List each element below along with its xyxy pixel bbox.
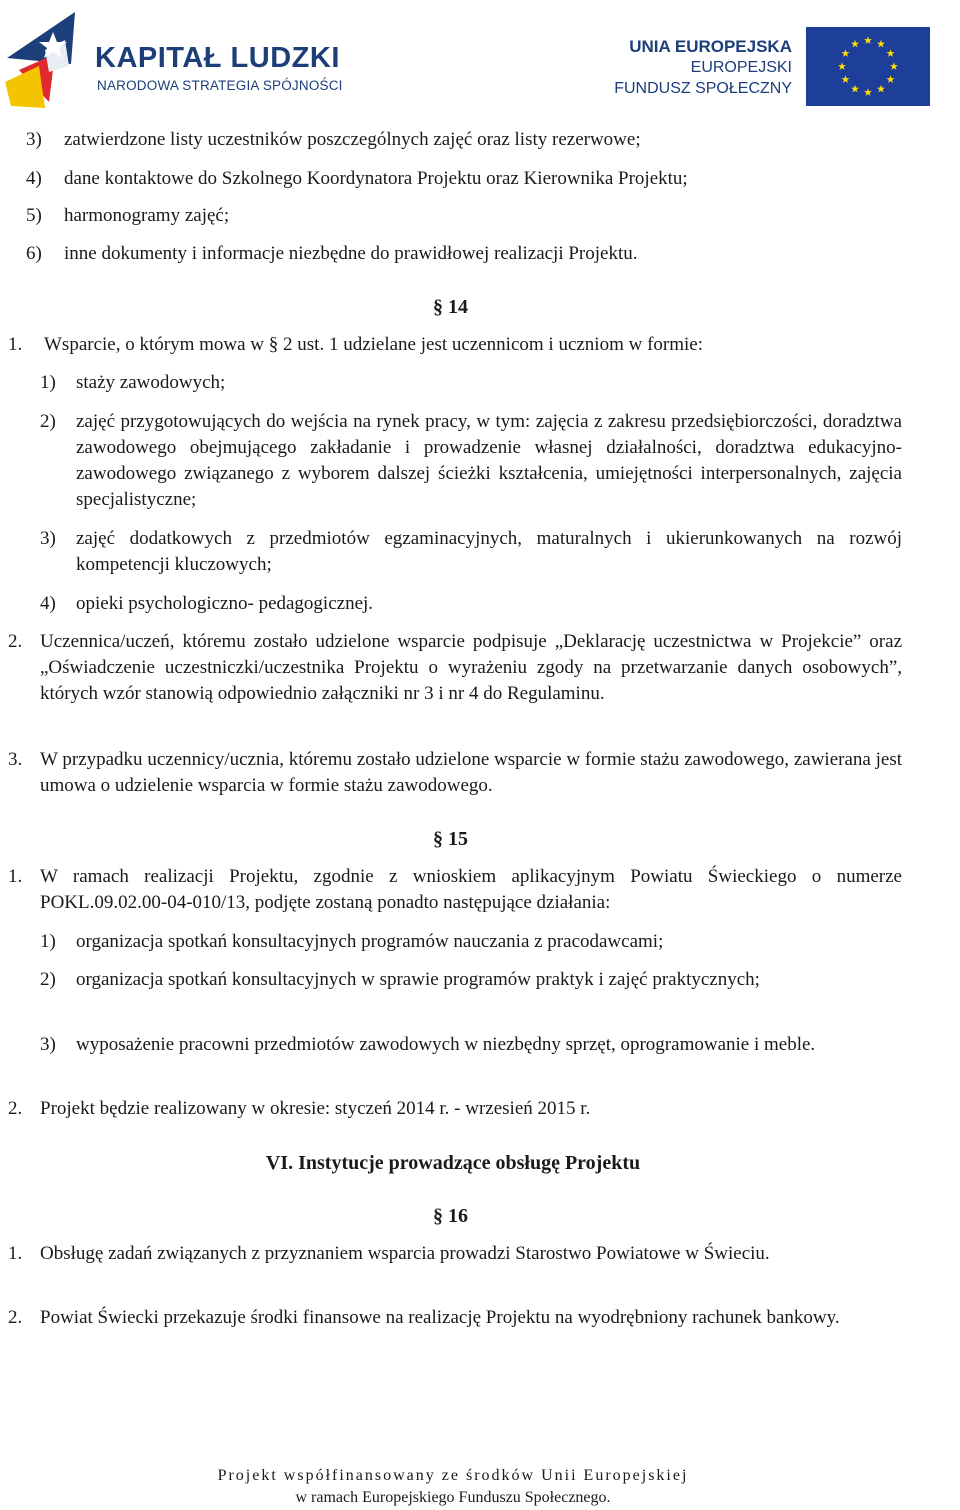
list-item-text: opieki psychologiczno- pedagogicznej. [76,593,374,614]
paragraph-text: W przypadku uczennicy/ucznia, któremu zostało udzielone wsparcie w formie stażu zawodowego, zawierana jest umowa o udzielenie wsparcia w formie stażu zawodowego. [40,749,902,796]
chapter-heading: VI. Instytucje prowadzące obsługę Projektu [265,1152,641,1174]
footer-line-2: w ramach Europejskiego Funduszu Społecznego. [295,1489,611,1506]
paragraph-text: Uczennica/uczeń, któremu zostało udzielone wsparcie podpisuje „Deklarację uczestnictwa w Projekcie” oraz „Oświadczenie uczestniczki/uczestnika Projektu o wyrażeniu zgody na przetwarzanie danych osobowych”, których wzór stanowią odpowiednio załączniki nr 3 i nr 4 do Regulaminu. [40,631,902,704]
list-item-text: zatwierdzone listy uczestników poszczególnych zajęć oraz listy rezerwowe; [64,129,641,150]
paragraph-text: Obsługę zadań związanych z przyznaniem wsparcia prowadzi Starostwo Powiatowe w Świeciu. [40,1243,770,1264]
list-item-number: 2) [40,969,56,990]
eu-line-1: UNIA EUROPEJSKA [629,37,792,56]
list-item-text: inne dokumenty i informacje niezbędne do prawidłowej realizacji Projektu. [64,243,638,264]
list-item-number: 2) [40,411,56,432]
logo-subtitle: NARODOWA STRATEGIA SPÓJNOŚCI [97,78,343,93]
paragraph-number: 1. [8,1243,23,1264]
list-item-number: 3) [40,1034,56,1055]
list-item-text: zajęć przygotowujących do wejścia na rynek pracy, w tym: zajęcia z zakresu przedsiębiorczości, doradztwa zawodowego obejmującego zakładanie i prowadzenie własnej działalności, doradztwa edukacyjno- zawodowego związanego z wyborem dalszej ścieżki kształcenia, umiejętności interpersonalnych, zajęcia specjalistyczne; [76,411,902,510]
list-item-text: harmonogramy zajęć; [64,205,230,226]
eu-line-2: EUROPEJSKI [690,59,792,76]
eu-line-3: FUNDUSZ SPOŁECZNY [614,80,792,97]
paragraph-number: 2. [8,1307,23,1328]
paragraph-number: 3. [8,749,23,770]
paragraph-text: Wsparcie, o którym mowa w § 2 ust. 1 udzielane jest uczennicom i uczniom w formie: [44,334,704,355]
paragraph-number: 1. [8,866,23,887]
list-item-number: 4) [26,168,42,189]
eu-fund-label [614,36,792,99]
list-item-text: zajęć dodatkowych z przedmiotów egzaminacyjnych, maturalnych i ukierunkowanych na rozwój kompetencji kluczowych; [76,528,902,575]
page-header [0,0,960,125]
paragraph-text: W ramach realizacji Projektu, zgodnie z wnioskiem aplikacyjnym Powiatu Świeckiego o numerze POKL.09.02.00-04-010/13, podjęte zostaną ponadto następujące działania: [40,866,902,913]
section-heading-15: § 15 [433,828,468,850]
paragraph-text: Powiat Świecki przekazuje środki finansowe na realizację Projektu na wyodrębniony rachunek bankowy. [40,1307,840,1328]
list-item-text: wyposażenie pracowni przedmiotów zawodowych w niezbędny sprzęt, oprogramowanie i meble. [76,1034,816,1055]
paragraph-number: 1. [8,334,23,355]
list-item-text: organizacja spotkań konsultacyjnych w sprawie programów praktyk i zajęć praktycznych; [76,969,760,990]
paragraph-number: 2. [8,631,23,652]
list-item-text: staży zawodowych; [76,372,226,393]
paragraph-text: Projekt będzie realizowany w okresie: styczeń 2014 r. - wrzesień 2015 r. [40,1098,591,1119]
section-heading-14: § 14 [433,296,468,318]
logo-title: KAPITAŁ LUDZKI [95,42,340,74]
list-item-text: dane kontaktowe do Szkolnego Koordynatora Projektu oraz Kierownika Projektu; [64,168,688,189]
list-item-number: 3) [40,528,56,549]
list-item-number: 1) [40,372,56,393]
footer-line-1: Projekt współfinansowany ze środków Unii Europejskiej [217,1467,689,1484]
eu-flag-icon [806,27,930,106]
list-item-number: 1) [40,931,56,952]
list-item-number: 4) [40,593,56,614]
list-item-number: 5) [26,205,42,226]
section-heading-16: § 16 [433,1205,468,1227]
list-item-text: organizacja spotkań konsultacyjnych programów nauczania z pracodawcami; [76,931,664,952]
list-item-number: 3) [26,129,42,150]
paragraph-number: 2. [8,1098,23,1119]
list-item-number: 6) [26,243,42,264]
